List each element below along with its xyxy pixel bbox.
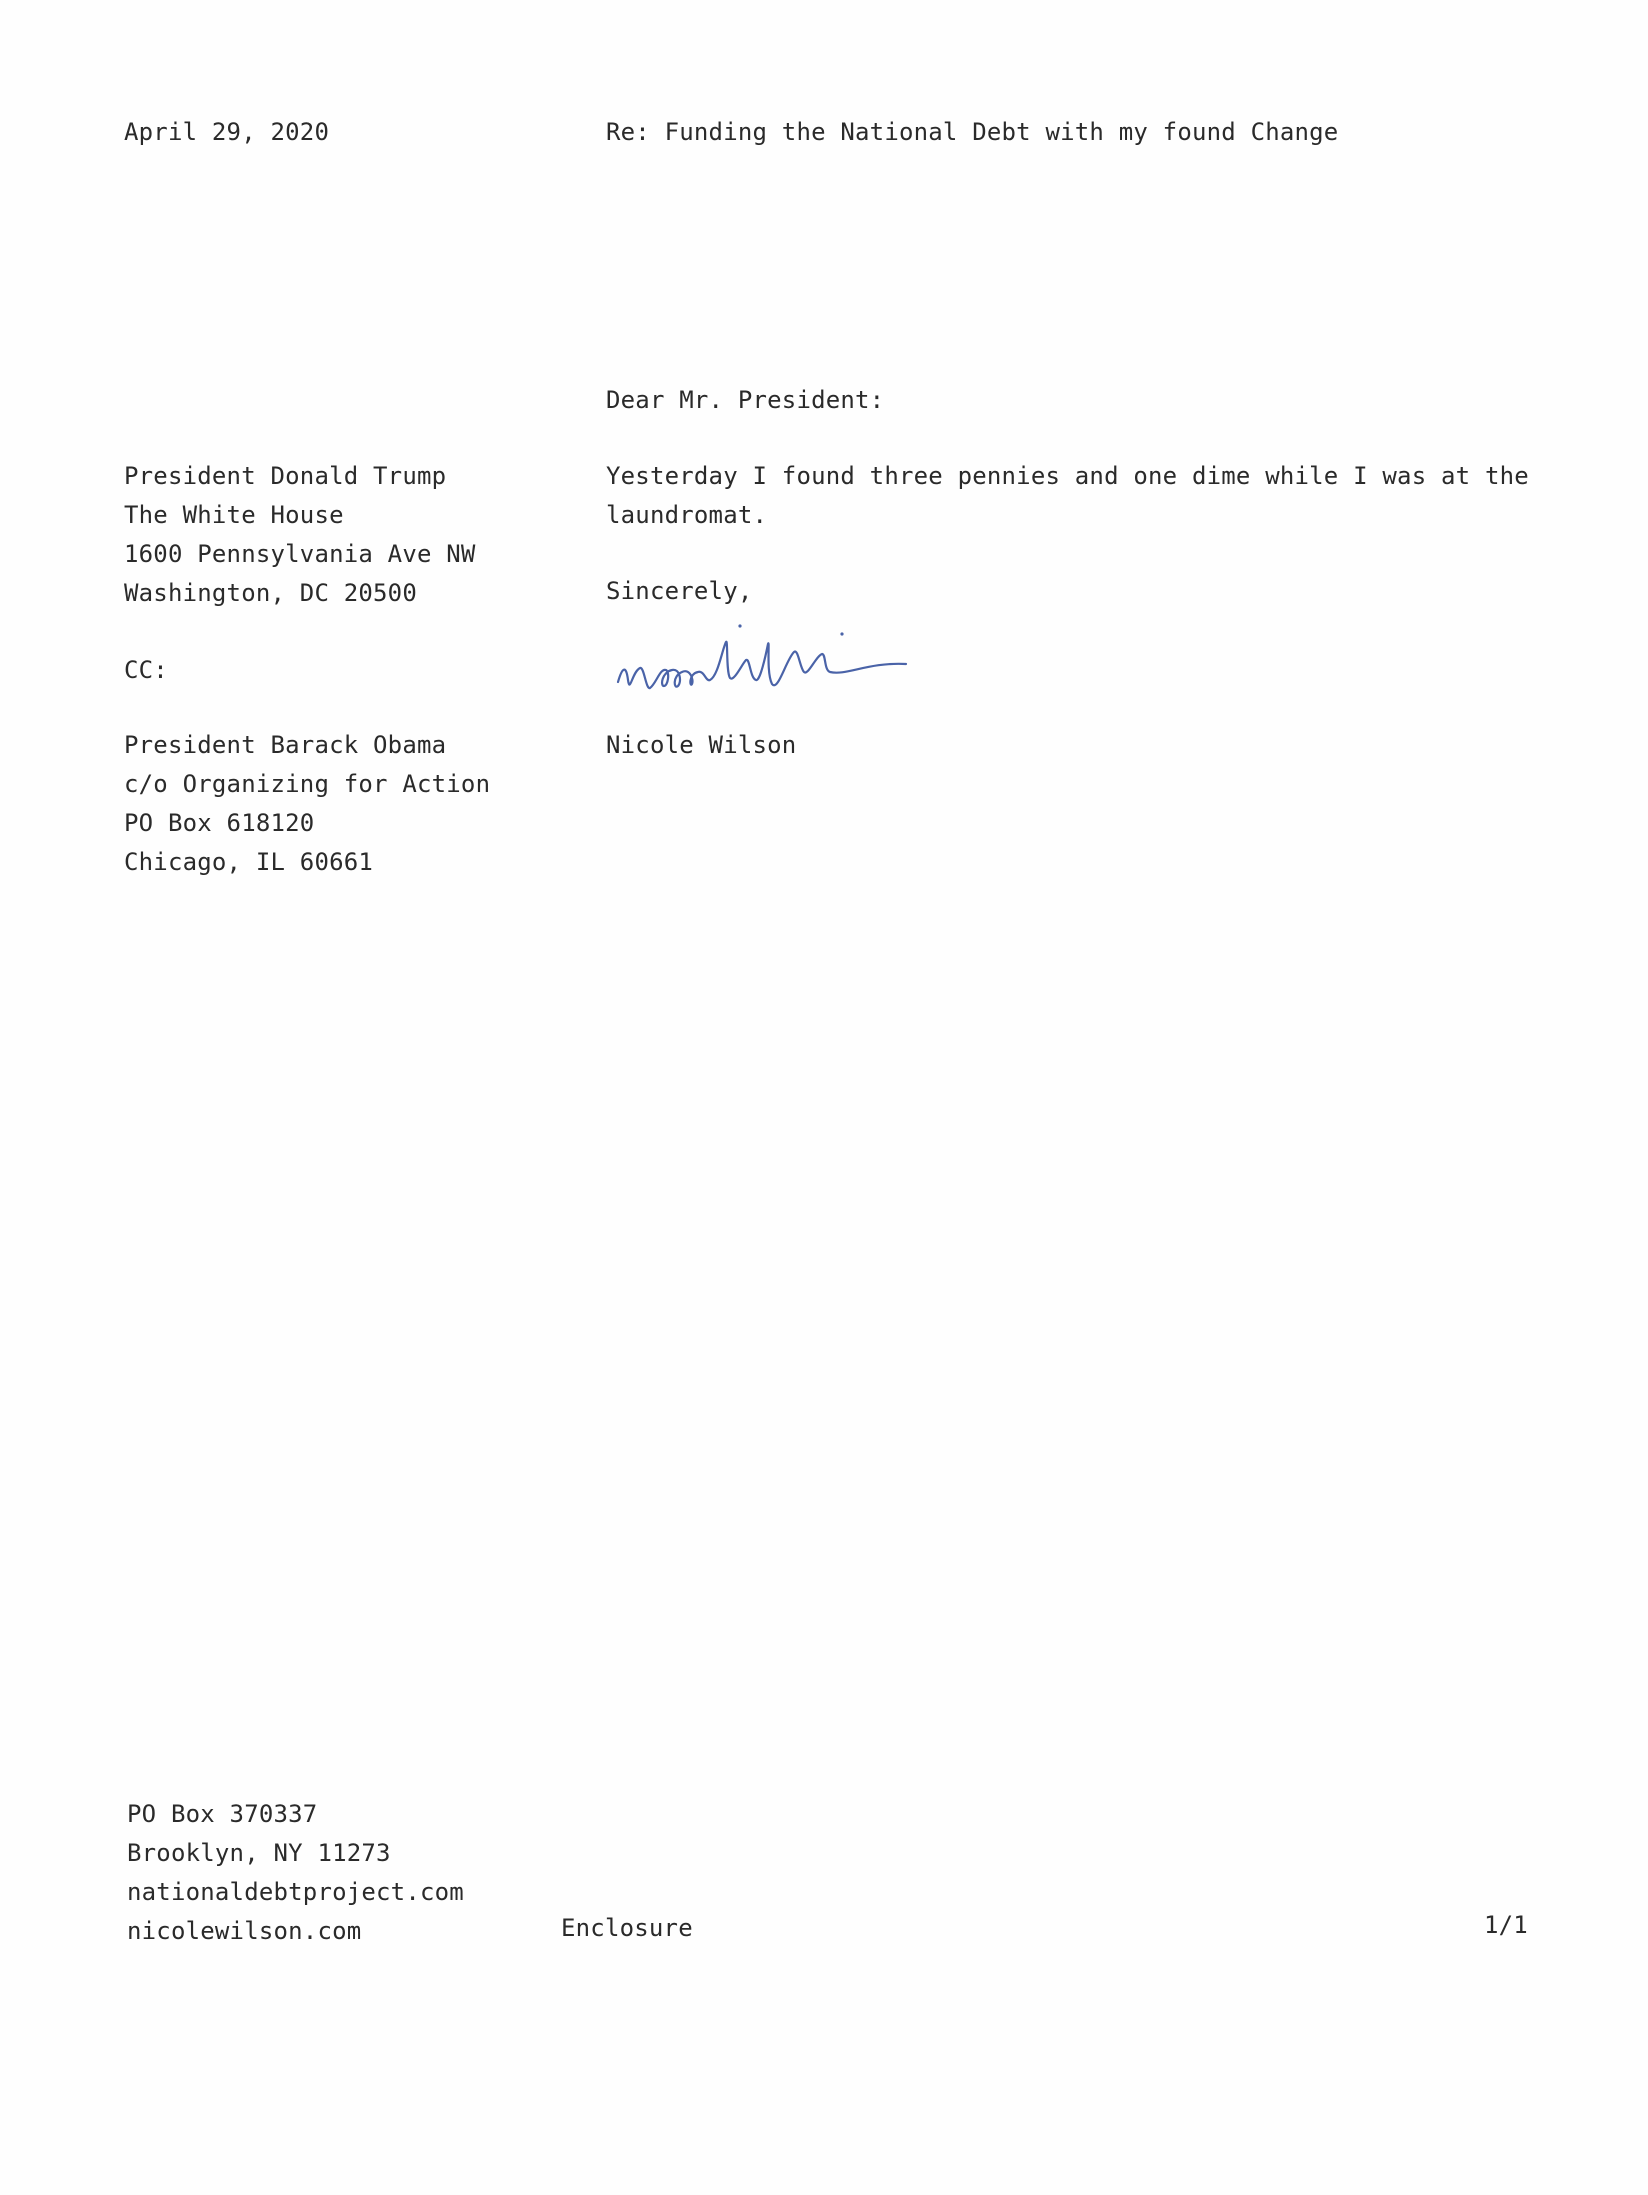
sender-name: Nicole Wilson: [606, 731, 797, 759]
cc-recipient-line: President Barack Obama: [124, 731, 447, 759]
page-number: 1/1: [1484, 1911, 1528, 1939]
cc-label: CC:: [124, 656, 168, 684]
sender-address-line: Brooklyn, NY 11273: [127, 1839, 391, 1867]
sender-address-line: nationaldebtproject.com: [127, 1878, 464, 1906]
body-line: Yesterday I found three pennies and one dime while I was at the: [606, 462, 1529, 490]
recipient-line: 1600 Pennsylvania Ave NW: [124, 540, 476, 568]
cc-recipient-line: Chicago, IL 60661: [124, 848, 374, 876]
sender-address: [127, 1795, 464, 1951]
letter-date: April 29, 2020: [124, 118, 330, 146]
recipient-line: President Donald Trump: [124, 462, 447, 490]
body-line: laundromat.: [606, 501, 768, 529]
letter-body: [606, 457, 1529, 535]
handwritten-signature: [610, 620, 950, 710]
cc-recipient-line: c/o Organizing for Action: [124, 770, 491, 798]
closing: Sincerely,: [606, 577, 753, 605]
enclosure-note: Enclosure: [561, 1914, 693, 1942]
cc-recipient-line: PO Box 618120: [124, 809, 315, 837]
sender-address-line: PO Box 370337: [127, 1800, 318, 1828]
letter-subject: Re: Funding the National Debt with my found Change: [606, 118, 1339, 146]
cc-recipient-address: [124, 726, 490, 882]
sender-address-line: nicolewilson.com: [127, 1917, 362, 1945]
recipient-line: The White House: [124, 501, 344, 529]
recipient-address: [124, 457, 476, 613]
salutation: Dear Mr. President:: [606, 386, 885, 414]
recipient-line: Washington, DC 20500: [124, 579, 417, 607]
